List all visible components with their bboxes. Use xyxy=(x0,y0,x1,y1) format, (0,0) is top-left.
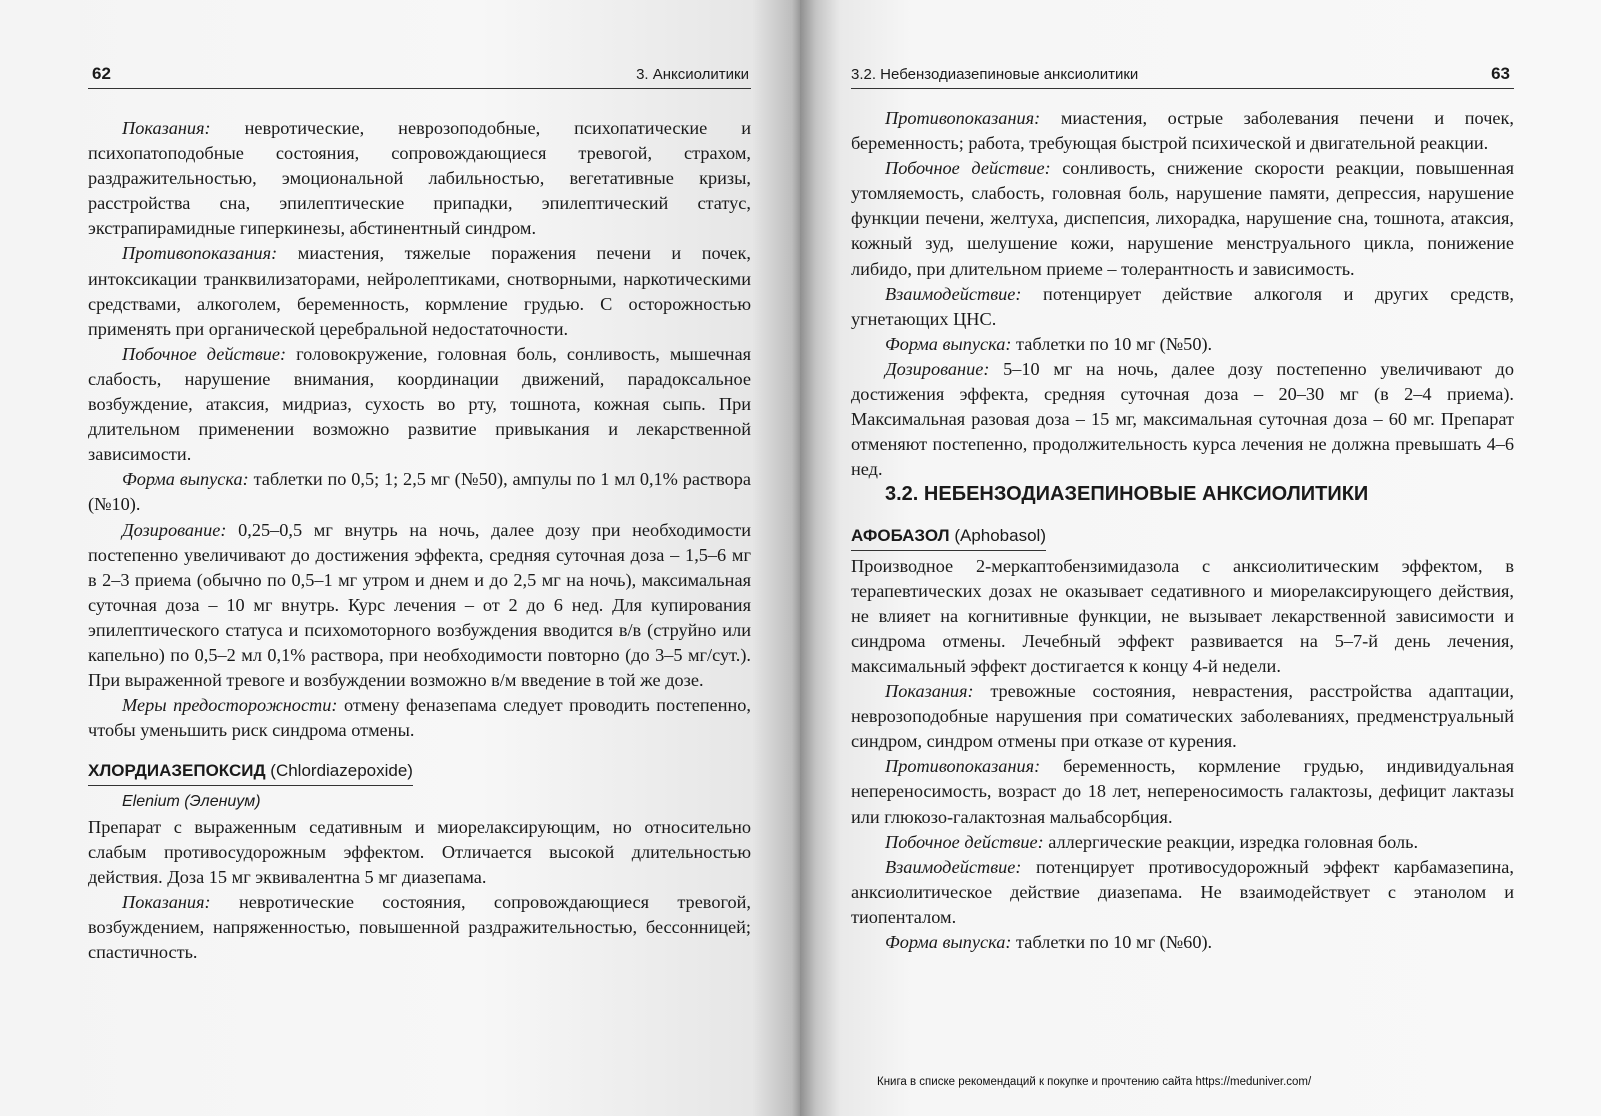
term: Противопоказания: xyxy=(885,756,1041,777)
paragraph xyxy=(88,518,751,694)
term: Побочное действие: xyxy=(122,343,287,364)
paragraph-text: отмену феназепама следует проводить постепенно, чтобы уменьшить риск синдрома отмены. xyxy=(88,695,752,741)
paragraph xyxy=(88,116,751,241)
right-page-number: 63 xyxy=(1491,64,1510,83)
paragraph xyxy=(851,930,1514,955)
term: Форма выпуска: xyxy=(122,469,249,490)
paragraph-text: аллергические реакции, изредка головная боль. xyxy=(1043,831,1419,852)
left-body-text xyxy=(88,116,751,965)
paragraph-text: невротические, неврозоподобные, психопатические и психопатоподобные состояния, сопровождающиеся тревогой, страхом, раздражительностью, эмоциональной лабильностью, вегетативные кризы, расстройства сна, эпилептические припадки, эпилептический статус, экстрапирамидные гиперкинезы, абстинентный синдром. xyxy=(88,118,751,239)
paragraph xyxy=(88,693,751,743)
paragraph-text: 5–10 мг на ночь, далее дозу постепенно увеличивают до достижения эффекта, средняя суточная доза – 20–30 мг (в 2–4 приема). Максимальная разовая доза – 15 мг, максимальная суточная доза – 60 мг. Препарат отменяют постепенно, продолжительность курса лечения не должна превышать 4–6 нед. xyxy=(851,358,1514,480)
right-page xyxy=(800,0,1601,1116)
term: Показания: xyxy=(885,681,974,702)
paragraph-text: потенцирует противосудорожный эффект карбамазепина, анксиолитическое действие диазепама. Не взаимодействует с этанолом и тиопенталом. xyxy=(851,856,1514,927)
paragraph-text: таблетки по 10 мг (№50). xyxy=(1011,333,1213,354)
drug-name: ХЛОРДИАЗЕПОКСИД xyxy=(88,761,266,781)
drug-heading xyxy=(851,523,1046,551)
paragraph xyxy=(88,241,751,341)
term: Показания: xyxy=(122,891,211,912)
paragraph xyxy=(851,106,1514,156)
term: Побочное действие: xyxy=(885,158,1051,179)
paragraph-text: миастения, тяжелые поражения печени и почек, интоксикации транквилизаторами, нейролептиками, снотворными, наркотическими средствами, алкоголем, беременность, кормление грудью. С осторожностью применять при органической церебральной недостаточности. xyxy=(88,243,751,339)
paragraph xyxy=(851,855,1514,930)
term: Побочное действие: xyxy=(885,831,1044,852)
right-running-head: 3.2. Небензодиазепиновые анксиолитики xyxy=(851,66,1139,83)
term: Форма выпуска: xyxy=(885,333,1012,354)
paragraph xyxy=(88,342,751,467)
paragraph xyxy=(851,282,1514,332)
left-page-number: 62 xyxy=(92,64,111,83)
paragraph xyxy=(88,467,751,517)
term: Взаимодействие: xyxy=(885,283,1022,304)
section-title: 3.2. НЕБЕНЗОДИАЗЕПИНОВЫЕ АНКСИОЛИТИКИ xyxy=(885,483,1369,506)
drug-name: АФОБАЗОЛ xyxy=(851,525,950,545)
trade-name: Elenium (Элениум) xyxy=(122,793,261,811)
drug-latin-name: (Chlordiazepoxide) xyxy=(265,761,413,781)
paragraph: Производное 2-меркаптобензимидазола с анксиолитическим эффектом, в терапевтических дозах не оказывает седативного и миорелаксирующего действия, не влияет на когнитивные функции, не вызывает лекарственной зависимости и синдрома отмены. Лечебный эффект развивается на 5–7-й день лечения, максимальный эффект достигается к концу 4-й недели. xyxy=(851,555,1514,676)
paragraph-text: миастения, острые заболевания печени и почек, беременность; работа, требующая быстрой психической и двигательной реакции. xyxy=(851,108,1514,154)
paragraph-text: таблетки по 10 мг (№60). xyxy=(1011,932,1213,952)
paragraph xyxy=(88,890,751,965)
term: Взаимодействие: xyxy=(885,856,1022,877)
right-body-text xyxy=(851,106,1514,955)
left-running-header xyxy=(88,60,751,89)
paragraph-text: беременность, кормление грудью, индивидуальная непереносимость, возраст до 18 лет, непереносимость галактозы, дефицит лактазы или глюкозо-галактозная мальабсорбция. xyxy=(851,756,1514,827)
term: Дозирование: xyxy=(122,519,227,540)
paragraph-text: 0,25–0,5 мг внутрь на ночь, далее дозу при необходимости постепенно увеличивают до достижения эффекта, средняя суточная доза – 1,5–6 мг в 2–3 приема (обычно по 0,5–1 мг утром и днем и до 2,5 мг на ночь), максимальная суточная доза – 10 мг внутрь. Курс лечения – от 2 до 6 нед. Для купирования эпилептического статуса и психомоторного возбуждения вводится в/в (струйно или капельно) по 0,5–2 мл 0,1% раствора, при необходимости повторно (до 3–5 мг/сут.). При выраженной тревоге и возбуждении возможно в/м введение в той же дозе. xyxy=(88,519,751,691)
term: Противопоказания: xyxy=(122,243,278,264)
term: Форма выпуска: xyxy=(885,932,1012,952)
paragraph-text: невротические состояния, сопровождающиеся тревогой, возбуждением, напряженностью, повышенной раздражительностью, бессонницей; спастичность. xyxy=(88,891,751,962)
left-page xyxy=(0,0,800,1116)
drug-latin-name: (Aphobasol) xyxy=(949,525,1046,545)
paragraph: Препарат с выраженным седативным и миорелаксирующим, но относительно слабым противосудорожным эффектом. Отличается высокой длительностью действия. Доза 15 мг эквивалентна 5 мг диазепама. xyxy=(88,816,751,887)
paragraph xyxy=(851,332,1514,357)
term: Меры предосторожности: xyxy=(122,695,338,716)
paragraph xyxy=(851,156,1514,281)
term: Показания: xyxy=(122,118,211,138)
term: Противопоказания: xyxy=(885,108,1041,128)
paragraph xyxy=(851,754,1514,829)
paragraph xyxy=(851,830,1514,855)
paragraph-text: таблетки по 0,5; 1; 2,5 мг (№50), ампулы по 1 мл 0,1% раствора (№10). xyxy=(88,469,751,515)
paragraph-text: головокружение, головная боль, сонливость, мышечная слабость, нарушение внимания, координации движений, парадоксальное возбуждение, атаксия, мидриаз, сухость во рту, тошнота, кожная сыпь. При длительном применении возможно развитие привыкания и лекарственной зависимости. xyxy=(88,343,751,465)
paragraph-text: потенцирует действие алкоголя и других средств, угнетающих ЦНС. xyxy=(851,283,1514,329)
footer-note: Книга в списке рекомендаций к покупке и прочтению сайта https://meduniver.com/ xyxy=(877,1076,1312,1088)
term: Дозирование: xyxy=(885,358,990,379)
right-running-header xyxy=(851,60,1514,89)
left-running-head: 3. Анксиолитики xyxy=(636,66,749,83)
paragraph-text: тревожные состояния, неврастения, расстройства адаптации, неврозоподобные нарушения при соматических заболеваниях, предменструальный синдром, синдром отмены при отказе от курения. xyxy=(851,681,1514,752)
paragraph xyxy=(851,357,1514,482)
paragraph xyxy=(851,679,1514,754)
paragraph-text: сонливость, снижение скорости реакции, повышенная утомляемость, слабость, головная боль, нарушение памяти, депрессия, нарушение функции печени, желтуха, диспепсия, лихорадка, нарушение сна, тошнота, атаксия, кожный зуд, шелушение кожи, нарушение менструального цикла, понижение либидо, при длительном приеме – толерантность и зависимость. xyxy=(851,158,1514,279)
drug-heading xyxy=(88,758,413,786)
